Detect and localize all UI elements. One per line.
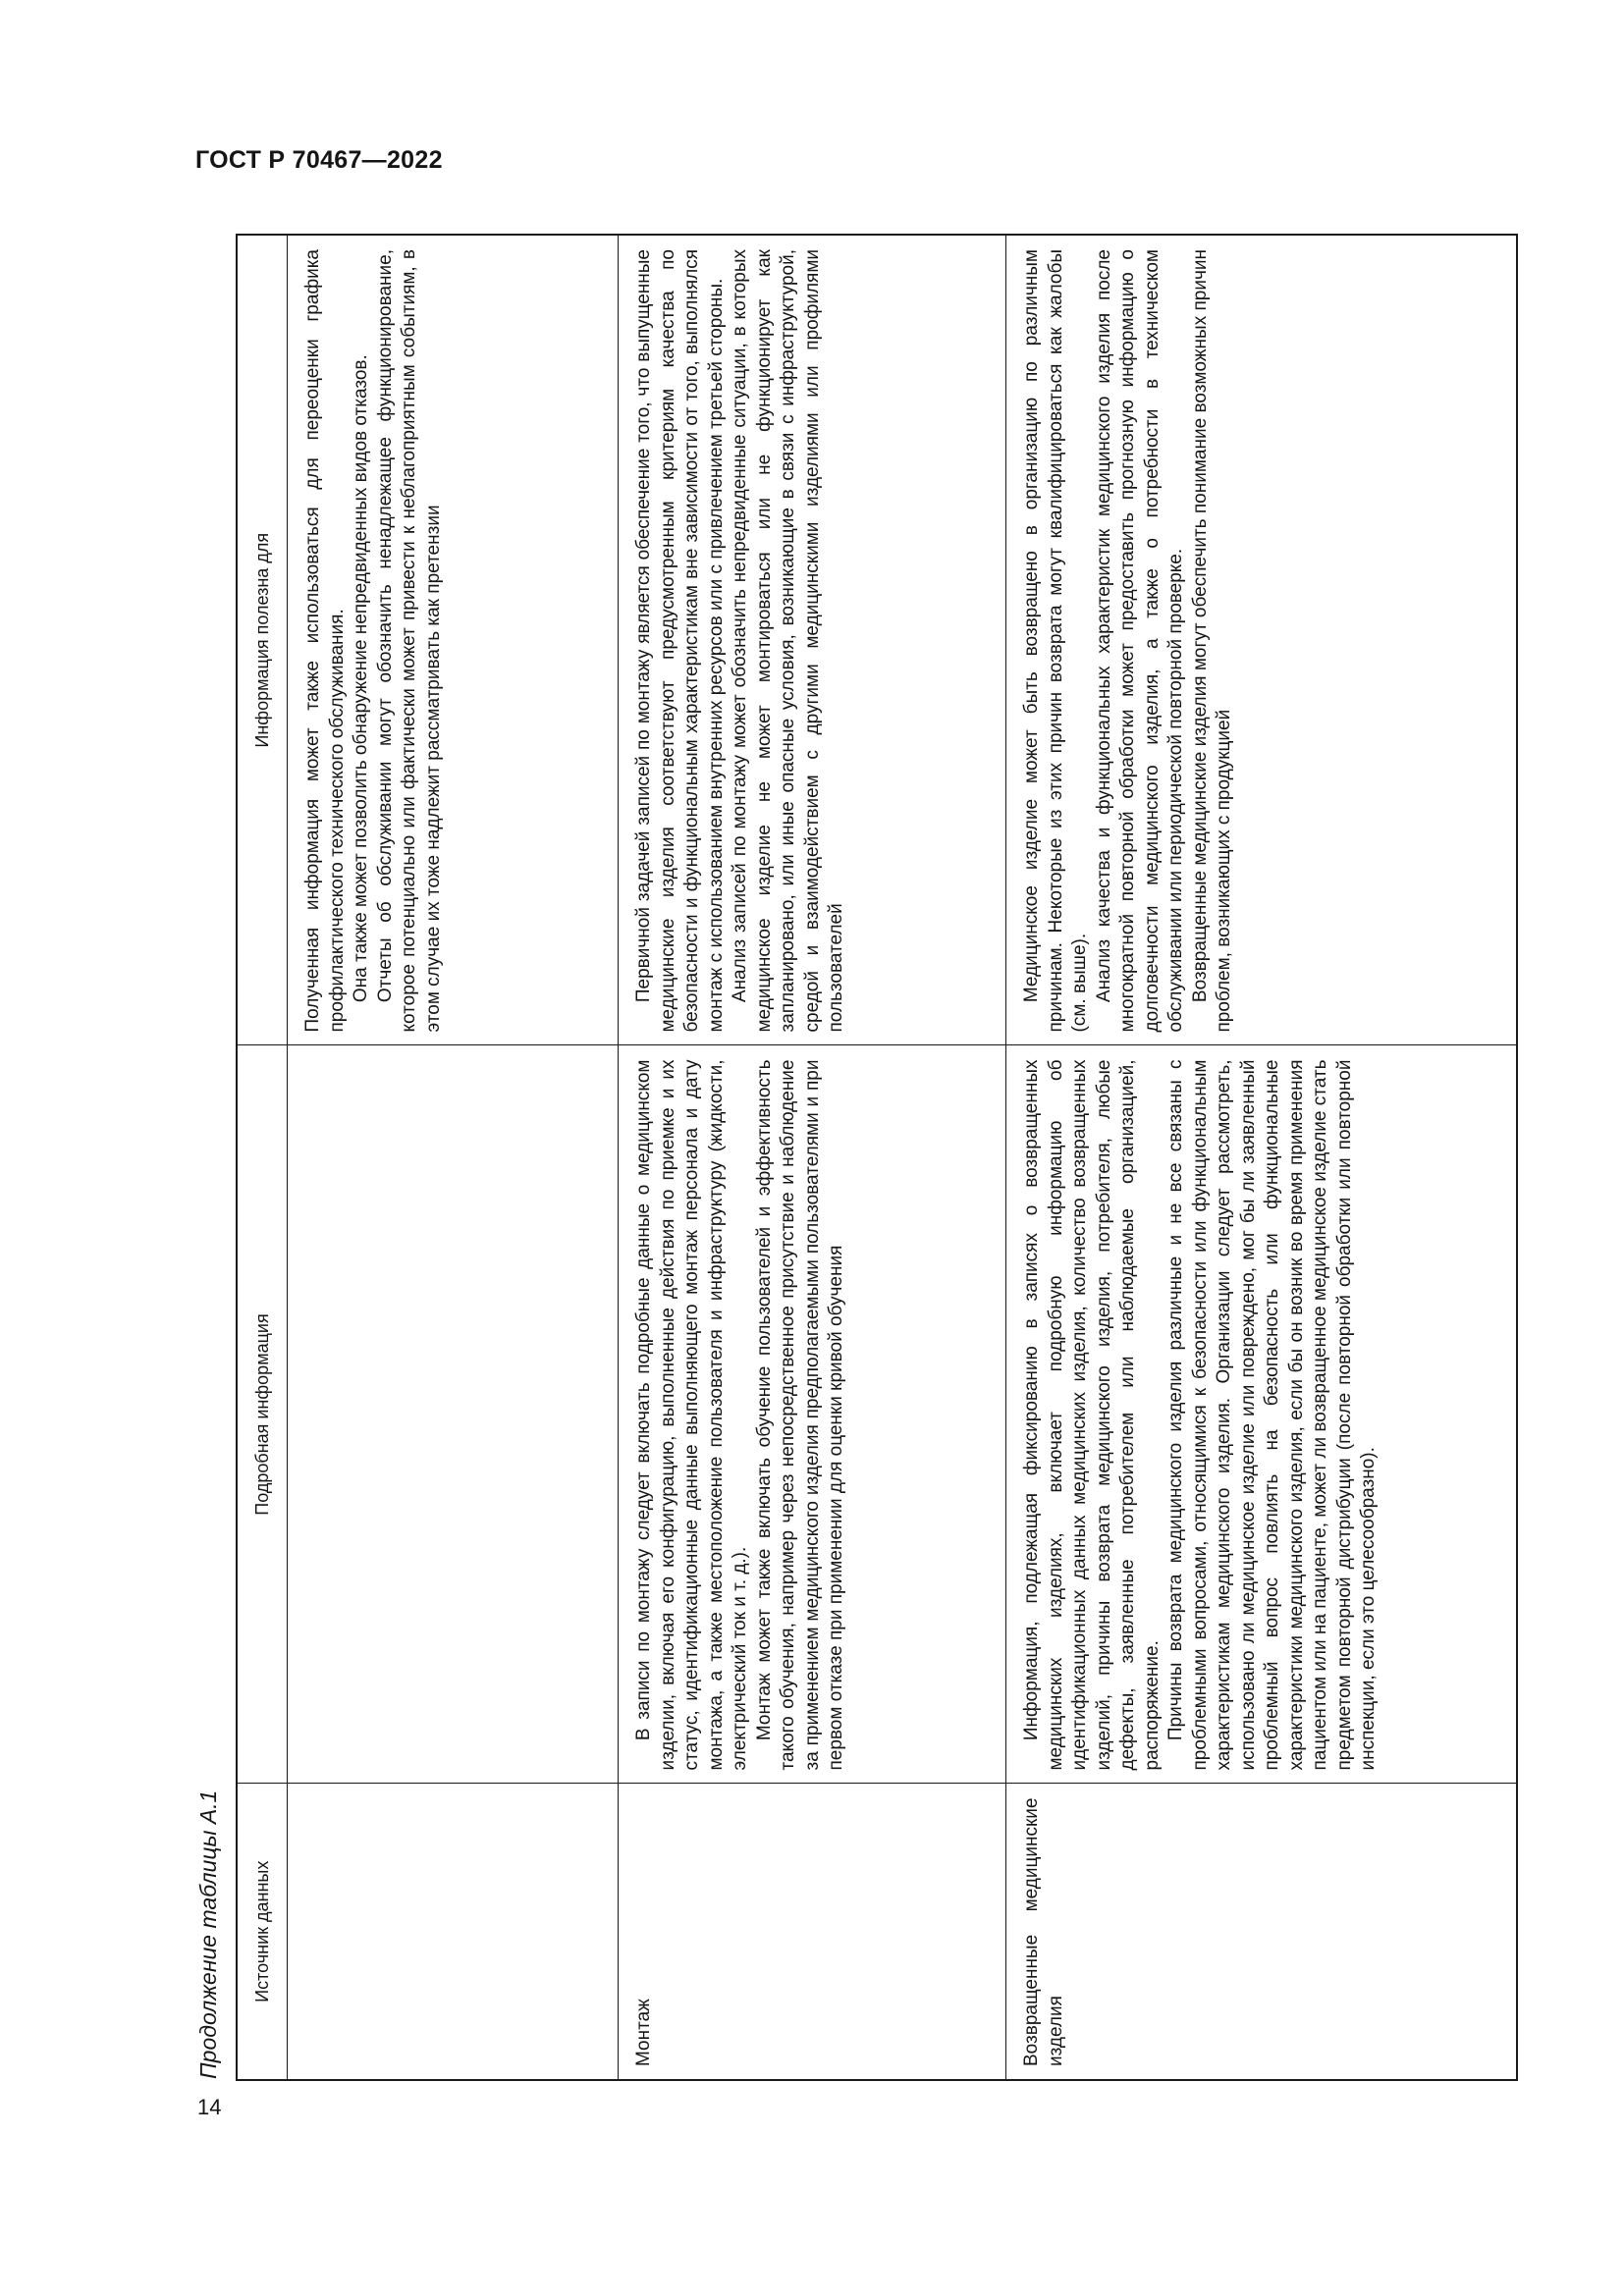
useful-cell — [288, 235, 619, 1045]
standard-code: ГОСТ Р 70467—2022 — [195, 146, 443, 174]
header-source: Источник данных — [237, 1784, 288, 2080]
paragraph: Анализ качества и функциональных характеристик медицинского изделия после многократной повторной обработки может предоставить прогнозную информацию о долговечности медицинского изделия, а также о потребности в техническом обслуживании или периодической повторной проверке. — [1093, 249, 1186, 1033]
paragraph: Отчеты об обслуживании могут обозначить ненадлежащее функционирование, которое потенциально или фактически может привести к неблагоприятным событиям, в этом случае их тоже надлежит рассматривать как претензии — [374, 249, 444, 1033]
table-row — [1006, 235, 1518, 2080]
useful-cell — [1006, 235, 1518, 1045]
header-useful: Информация полезна для — [237, 235, 288, 1045]
paragraph: Причины возврата медицинского изделия различные и не все связаны с проблемными вопросами, относящимися к безопасности или функциональным характеристикам медицинского изделия. Организации следует рассмотреть, использовано ли медицинское изделие или повреждено, мог бы ли заявленный проблемный вопрос повлиять на безопасность или функциональные характеристики медицинского изделия, если бы он возник во время применения пациентом или на пациенте, может ли возвращенное медицинское изделие стать предметом повторной дистрибуции (после повторной обработки или повторной инспекции, если это целесообразно). — [1165, 1059, 1379, 1771]
source-cell: Монтаж — [619, 1784, 1006, 2080]
table-continuation-caption: Продолжение таблицы А.1 — [195, 1789, 221, 2079]
paragraph: Возвращенные медицинские изделия могут обеспечить понимание возможных причин проблем, возникающих с продукцией — [1189, 249, 1234, 1033]
source-cell: Возвращенные медицинские изделия — [1006, 1784, 1518, 2080]
table-row — [288, 235, 619, 2080]
data-sources-table — [236, 234, 1518, 2081]
detail-cell — [619, 1045, 1006, 1784]
header-detail: Подробная информация — [237, 1045, 288, 1784]
paragraph: Медицинское изделие может быть возвращено в организацию по различным причинам. Некоторые из этих причин возврата могут квалифицироваться как жалобы (см. выше). — [1021, 249, 1090, 1033]
paragraph: Полученная информация может также использоваться для переоценки графика профилактического технического обслуживания. — [302, 249, 348, 1033]
detail-cell — [288, 1045, 619, 1784]
paragraph: Она также может позволить обнаружение непредвиденных видов отказов. — [351, 354, 371, 1003]
paragraph: Анализ записей по монтажу может обозначить непредвиденные ситуации, в которых медицинское изделие не может монтироваться или не функционирует как запланировано, или иные опасные условия, возникающие в связи с инфраструктурой, средой и взаимодействием с другими медицинскими изделиями или профилями пользователей — [730, 249, 846, 1033]
paragraph: В записи по монтажу следует включать подробные данные о медицинском изделии, включая его конфигурацию, выполненные действия по приемке и их статус, идентификационные данные выполняющего монтаж персонала и дату монтажа, а также местоположение пользователя и инфраструктуру (жидкости, электрический ток и т. д.). — [633, 1059, 750, 1771]
page-number: 14 — [197, 2095, 222, 2119]
paragraph: Первичной задачей записей по монтажу является обеспечение того, что выпущенные медицинские изделия соответствуют предусмотренным критериям качества по безопасности и функциональным характеристикам вне зависимости от того, выполнялся монтаж с использованием внутренних ресурсов или с привлечением третьей стороны. — [633, 249, 727, 1033]
detail-cell — [1006, 1045, 1518, 1784]
paragraph: Информация, подлежащая фиксированию в записях о возвращенных медицинских изделиях, включает подробную информацию об идентификационных данных медицинских изделия, количество возвращенных изделий, причины возврата медицинского изделия, потребителя, любые дефекты, заявленные потребителем или наблюдаемые организацией, распоряжение. — [1021, 1059, 1163, 1771]
source-cell — [288, 1784, 619, 2080]
table-row — [619, 235, 1006, 2080]
rotated-table-wrapper — [236, 236, 1518, 2081]
table-header-row — [237, 235, 288, 2080]
useful-cell — [619, 235, 1006, 1045]
paragraph: Монтаж может также включать обучение пользователей и эффективность такого обучения, например через непосредственное присутствие и наблюдение за применением медицинского изделия предполагаемыми пользователями и при первом отказе при применении для оценки кривой обучения — [753, 1059, 846, 1771]
